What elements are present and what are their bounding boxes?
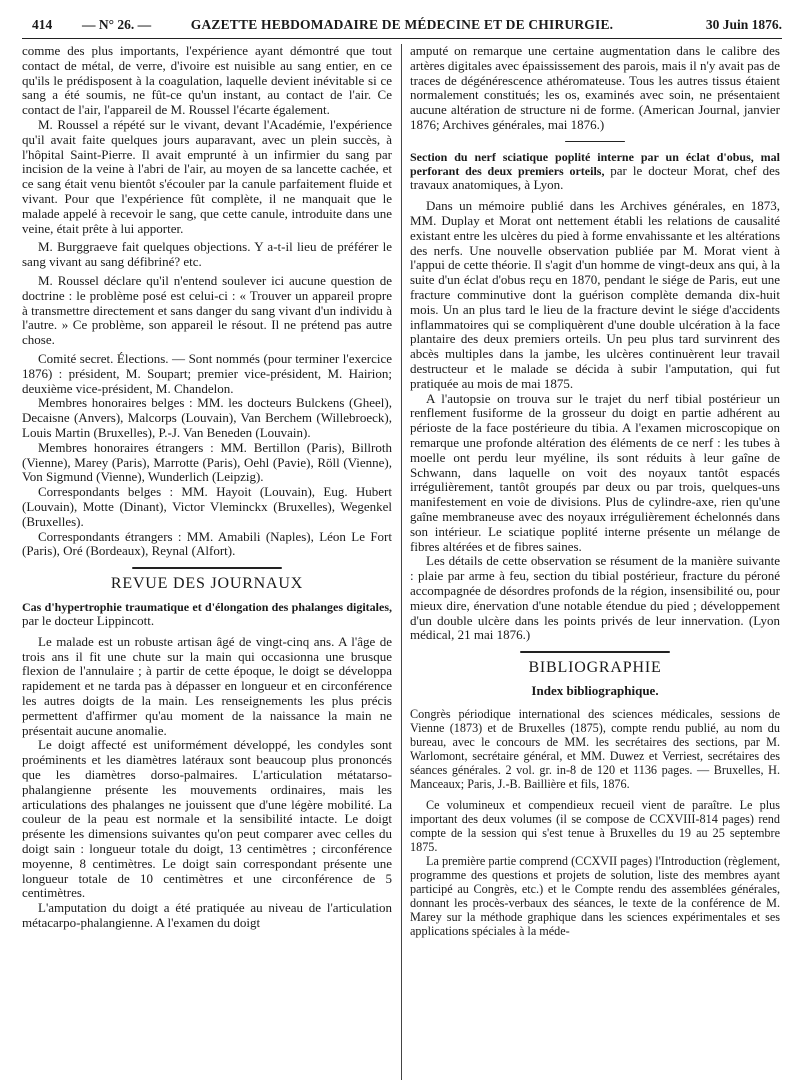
paragraph: M. Burggraeve fait quelques objections. Y a-t-il lieu de préférer le sang vivant au sang défibriné? etc. [22,239,392,270]
text-columns [22,44,782,1080]
article-author: par le docteur Lippincott. [22,612,155,628]
divider [410,141,780,143]
column-rule [401,44,402,1080]
paragraph: Le doigt affecté est uniformément développé, les condyles sont proéminents et les diamètres latéraux sont beaucoup plus prononcés que les diamètres dorso-palmaires. L'articulation métatarso-phalangienne présente les mouvements ordinaires, mais les articulations des phalanges ne jouissent que d'une légère mobilité. La couleur de la peau est normale et la sensibilité intacte. Le doigt présente les dimensions suivantes qu'on peut comparer avec celles du doigt sain : longueur totale du doigt, 13 centimètres ; circonférence moyenne, 8 centimètres. Le doigt sain correspondant présente une longueur totale de 10 centimètres et une circonférence de 5 centimètres. [22,737,392,901]
paragraph: M. Roussel déclare qu'il n'entend soulever ici aucune question de doctrine : le problème posé est celui-ci : « Trouver un appareil propre à transmettre directement et sans danger du sang vivant d'un individu à l'autre. » Ce problème, son appareil le résout. Il ne prétend pas autre chose. [22,272,392,348]
article-heading [22,600,392,628]
paragraph: Les détails de cette observation se résument de la manière suivante : plaie par arme à feu, section du tibial postérieur, fracture du péroné accompagnée de désordres profonds de la région, insensibilité ou, pour mieux dire, énervation d'une notable étendue du pied ; développement d'un double ulcère dans les points privés de leur innervation. (Lyon médical, 21 mai 1876.) [410,553,780,643]
page-number: 414 [32,17,53,32]
article-author: par le docteur Morat, chef des travaux anatomiques, à Lyon. [410,163,780,193]
journal-title: GAZETTE HEBDOMADAIRE DE MÉDECINE ET DE CHIRURGIE. [190,17,614,32]
paragraph: Membres honoraires étrangers : MM. Bertillon (Paris), Billroth (Vienne), Marey (Paris), Marrotte (Paris), Oehl (Pavie), Röll (Vienne), Von Sigmund (Vienne), Wunderlich (Leipzig). [22,439,392,485]
subsection-title: Index bibliographique. [531,682,659,698]
bibliography-entry: Congrès périodique international des sciences médicales, sessions de Vienne (1873) et de Bruxelles (1875), compte rendu publié, au nom du bureau, avec le concours de MM. les secrétaires des sections, par M. Warlomont, secrétaire général, et MM. Duwez et Verriest, secrétaires des séances générales. 2 vol. gr. in-8 de 120 et 1136 pages. — Bruxelles, H. Manceaux; Paris, J.-B. Baillière et fils, 1876. [410,706,780,791]
section-divider [410,651,780,653]
newspaper-page [22,14,782,1080]
paragraph: Correspondants étrangers : MM. Amabili (Naples), Léon Le Fort (Paris), Oré (Bordeaux), Reynal (Alfort). [22,528,392,559]
issue-date: 30 Juin 1876. [705,17,782,32]
paragraph: comme des plus importants, l'expérience ayant démontré que tout contact de métal, de verre, d'ivoire est nuisible au sang entier, en ce qu'ils le prédisposent à la coagulation, laquelle devient inévitable si ce sang a été soumis, ne fût-ce qu'un instant, au contact de l'air. Ce contact de l'air, l'appareil de M. Roussel l'écarte également. [22,44,392,118]
paragraph: L'amputation du doigt a été pratiquée au niveau de l'articulation métacarpo-phalangienne. A l'examen du doigt [22,900,392,931]
header-rule [22,38,782,39]
paragraph: Comité secret. Élections. — Sont nommés (pour terminer l'exercice 1876) : président, M. Soupart; premier vice-président, M. Hairion; deuxième vice-président, M. Chandelon. [22,350,392,396]
paragraph: amputé on remarque une certaine augmentation dans le calibre des artères digitales avec épaississement des parois, mais il n'y avait pas de traces de dégénérescence athéromateuse. Tous les autres tissus étaient normalement constitués; les os, examinés avec soin, ne présentaient aucune altération de structure ni de forme. (American Journal, janvier 1876; Archives générales, mai 1876.) [410,44,780,132]
paragraph: La première partie comprend (CCXVII pages) l'Introduction (règlement, programme des questions et projets de solution, liste des membres ayant participé au Congrès, etc.) et le Compte rendu des assemblées générales, donnant les procès-verbaux des séances, le texte de la conférence de M. Marey sur la méthode graphique dans les sciences expérimentales et ses applications spéciales à la méde- [410,853,780,938]
paragraph: A l'autopsie on trouva sur le trajet du nerf tibial postérieur un renflement fusiforme de la grosseur du doigt en partie adhérent au périoste de la face postérieure du tibia. A l'examen microscopique on remarque une profonde altération des éléments de ce nerf : les tubes à moelle ont perdu leur myéline, ils sont réduits à leur gaîne de Schwann, dans laquelle on voit des noyaux tantôt espacés irrégulièrement, tantôt groupés par deux ou par trois, quelques-uns manifestement en voie de divisions. Plus de cylindre-axe, rien qu'une gaîne membraneuse avec des noyaux irrégulièrement échelonnés dans son intérieur. Le sciatique poplité interne présente un mélange de fibres altérées et de fibres saines. [410,390,780,554]
section-title: REVUE DES JOURNAUX [110,575,304,593]
section-divider [22,567,392,569]
running-header [22,14,782,36]
paragraph: Dans un mémoire publié dans les Archives générales, en 1873, MM. Duplay et Morat ont nettement établi les relations de causalité existant entre les ulcères du pied à forme envahissante et les altérations des nerfs. Une nouvelle observation publiée par M. Morat vient à l'appui de cette théorie. Il s'agit d'un homme de vingt-deux ans qui, à la suite d'un éclat d'obus reçu en 1870, pendant le siége de Paris, eut une fracture comminutive dont la guérison complète demanda dix-huit mois. Un an plus tard le lieu de la fracture devint le siége d'accidents inflammatoires qui se compliquèrent d'une double ulcération à la face plantaire des deux premiers orteils. Un peu plus tard survinrent des abcès multiples dans la jambe, les ulcères continuèrent leur travail destructeur et le malade se décida à subir l'amputation, qui fut pratiquée au mois de mai 1875. [410,198,780,391]
paragraph: Membres honoraires belges : MM. les docteurs Bulckens (Gheel), Decaisne (Anvers), Malcorps (Louvain), Van Berchem (Willebroeck), Louis Martin (Bruxelles), P.-J. Van Beneden (Louvain). [22,395,392,440]
article-heading [410,150,780,192]
article-title: Section du nerf sciatique poplité interne par un éclat d'obus, mal perforant des deux premiers orteils, [410,150,780,179]
section-title: BIBLIOGRAPHIE [528,659,662,677]
right-column [410,44,780,1080]
paragraph: Le malade est un robuste artisan âgé de vingt-cinq ans. A l'âge de trois ans il fit une chute sur la main qui occasionna une brusque flexion de l'annulaire ; à partir de cette époque, le doigt se développa rapidement et ne tarda pas à dépasser en longueur et en circonférence les autres doigts de la main. Les renseignements les plus précis permettent d'affirmer qu'au moment de la naissance la main ne présentait aucune anomalie. [22,633,392,738]
article-title: Cas d'hypertrophie traumatique et d'élongation des phalanges digitales, [22,599,392,614]
left-column [22,44,392,1080]
paragraph: M. Roussel a répété sur le vivant, devant l'Académie, l'expérience qu'il avait faite quelques jours auparavant, avec un plein succès, à l'hôpital Saint-Pierre. Il avait emprunté à un infirmier du sang par incision de la veine à l'abri de l'air, au moyen de sa lancette cachée, et ce sang était venu bientôt s'écouler par la canule parfaitement fluide et vivant. Pour que l'expérience fût complète, il ne manquait que le malade appelé à recevoir le sang, que cette canule, introduite dans une veine, était prête à lui apporter. [22,116,392,236]
paragraph: Ce volumineux et compendieux recueil vient de paraître. Le plus important des deux volumes (il se compose de CCXVIII-814 pages) rend compte de la session qui s'est tenue à Bruxelles du 19 au 25 septembre 1875. [410,797,780,854]
issue-number: — N° 26. — [82,17,152,32]
paragraph: Correspondants belges : MM. Hayoit (Louvain), Eug. Hubert (Louvain), Motte (Dinant), Victor Vleminckx (Bruxelles), Wegenkel (Bruxelles). [22,484,392,529]
